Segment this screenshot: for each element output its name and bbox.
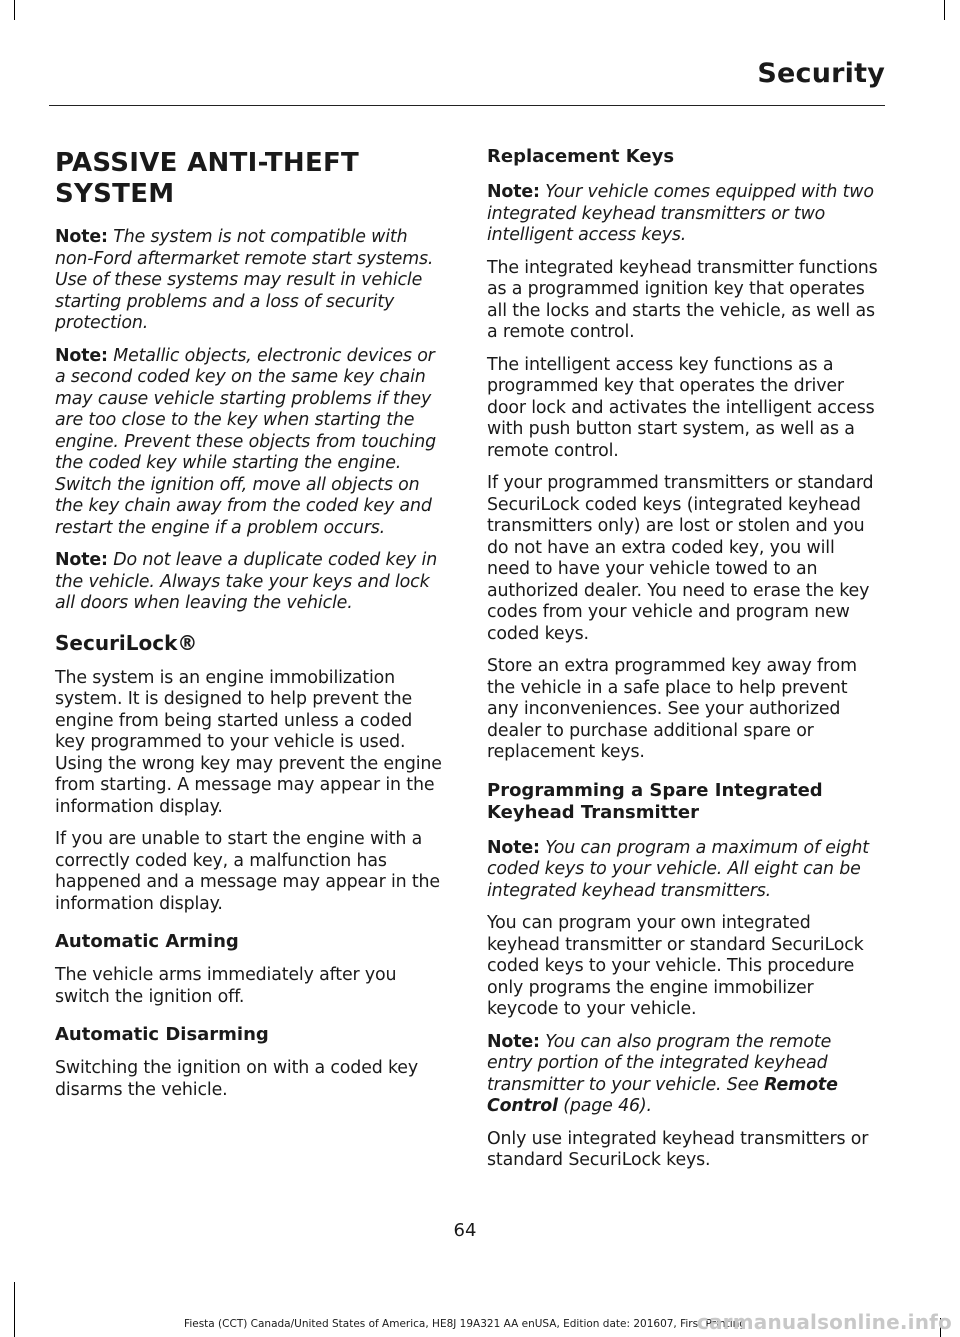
body-paragraph: The system is an engine immobilization system. It is designed to help prevent the engine from being started unless a coded key programmed to your vehicle is used. Using the wrong key may prevent the engine from starting. A message may appear in the information display. bbox=[55, 667, 442, 817]
note-text: Metallic objects, electronic devices or a second coded key on the same key chain may cause vehicle starting problems if they are too close to the key when starting the engine. Prevent these objects from touching the coded key while starting the engine. Switch the ignition off, move all objects on the key chain away from the coded key and restart the engine if a problem occurs. bbox=[55, 345, 436, 538]
note-label: Note: bbox=[487, 1031, 540, 1052]
crop-mark-top-left bbox=[14, 0, 15, 20]
replacement-keys-heading: Replacement Keys bbox=[487, 146, 675, 167]
note-paragraph bbox=[487, 182, 879, 247]
note-text: The system is not compatible with non-Ford aftermarket remote start systems. Use of these systems may result in vehicle starting problems and a loss of security protection. bbox=[55, 227, 434, 333]
note-paragraph bbox=[487, 1032, 879, 1118]
securilock-heading: SecuriLock® bbox=[55, 630, 198, 655]
crop-mark-top-right bbox=[944, 0, 945, 20]
page-number: 64 bbox=[453, 1220, 477, 1241]
note-text: You can program a maximum of eight coded keys to your vehicle. All eight can be integrated keyhead transmitters. bbox=[487, 837, 869, 901]
note-text: Do not leave a duplicate coded key in the vehicle. Always take your keys and lock all doors when leaving the vehicle. bbox=[55, 550, 438, 613]
body-paragraph: Only use integrated keyhead transmitters or standard SecuriLock keys. bbox=[487, 1128, 869, 1170]
body-paragraph: Store an extra programmed key away from the vehicle in a safe place to help prevent any inconveniences. See your authorized dealer to purchase additional spare or replacement keys. bbox=[487, 656, 857, 762]
watermark: carmanualsonline.info bbox=[696, 1310, 952, 1334]
body-paragraph: If you are unable to start the engine with a correctly coded key, a malfunction has happened and a message may appear in the information display. bbox=[55, 829, 440, 914]
note-text: Your vehicle comes equipped with two integrated keyhead transmitters or two intelligent access keys. bbox=[487, 182, 874, 245]
note-paragraph bbox=[55, 227, 447, 335]
main-heading: PASSIVE ANTI-THEFT SYSTEM bbox=[55, 148, 360, 209]
left-column bbox=[55, 148, 447, 1112]
automatic-arming-heading: Automatic Arming bbox=[55, 931, 239, 952]
note-label: Note: bbox=[487, 837, 540, 858]
right-column bbox=[487, 146, 879, 1183]
note-paragraph bbox=[55, 550, 447, 615]
note-label: Note: bbox=[55, 550, 108, 570]
body-paragraph: The vehicle arms immediately after you switch the ignition off. bbox=[55, 965, 397, 1007]
note-text: You can also program the remote entry portion of the integrated keyhead transmitter to your vehicle. See bbox=[487, 1031, 832, 1095]
automatic-disarming-heading: Automatic Disarming bbox=[55, 1024, 269, 1045]
note-paragraph bbox=[55, 346, 447, 540]
note-label: Note: bbox=[55, 345, 108, 366]
body-paragraph: The intelligent access key functions as a programmed key that operates the driver door lock and activates the intelligent access with push button start system, as well as a remote control. bbox=[487, 354, 875, 461]
note-label: Note: bbox=[487, 182, 540, 202]
note-label: Note: bbox=[55, 227, 108, 247]
body-paragraph: The integrated keyhead transmitter functions as a programmed ignition key that operates all the locks and starts the vehicle, as well as a remote control. bbox=[487, 257, 878, 342]
note-paragraph bbox=[487, 838, 879, 903]
edition-footer: Fiesta (CCT) Canada/United States of America, HE8J 19A321 AA enUSA, Edition date: 201607, First Printing bbox=[184, 1318, 746, 1330]
header-divider bbox=[49, 105, 885, 106]
body-paragraph: You can program your own integrated keyhead transmitter or standard SecuriLock coded keys to your vehicle. This procedure only programs the engine immobilizer keycode to your vehicle. bbox=[487, 913, 864, 1019]
body-paragraph: If your programmed transmitters or standard SecuriLock coded keys (integrated keyhead transmitters only) are lost or stolen and you do not have an extra coded key, you will need to have your vehicle towed to an authorized dealer. You need to erase the key codes from your vehicle and program new coded keys. bbox=[487, 473, 874, 644]
programming-heading: Programming a Spare Integrated Keyhead Transmitter bbox=[487, 779, 823, 823]
remote-control-link[interactable]: Remote Control bbox=[487, 1074, 838, 1116]
page-reference: (page 46). bbox=[563, 1096, 652, 1116]
body-paragraph: Switching the ignition on with a coded key disarms the vehicle. bbox=[55, 1058, 418, 1100]
section-title: Security bbox=[757, 58, 885, 89]
